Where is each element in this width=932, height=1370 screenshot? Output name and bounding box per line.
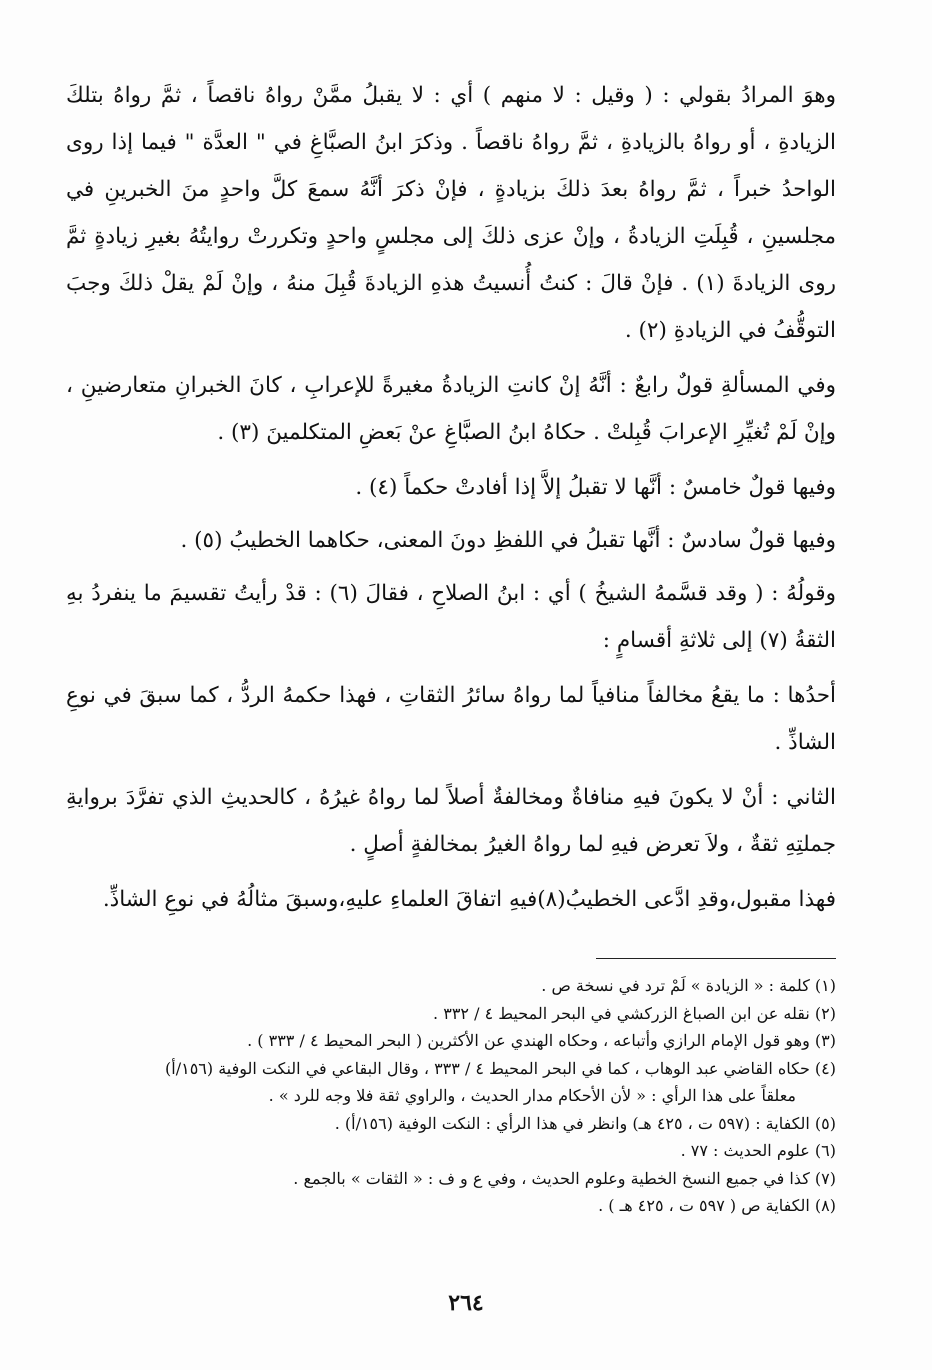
footnote-1: (١) كلمة : « الزيادة » لَمْ ترد في نسخة ص . — [541, 976, 836, 995]
footnote-7: (٧) كذا في جميع النسخ الخطية وعلوم الحديث ، وفي ع و ف : « الثقات » بالجمع . — [293, 1168, 836, 1188]
footnote-divider — [596, 958, 836, 959]
footnote-5: (٥) الكفاية : (٥٩٧ ت ، ٤٢٥ هـ) وانظر في هذا الرأي : النكت الوفية (١٥٦/أ) . — [334, 1113, 836, 1133]
paragraph-2: وفي المسألةِ قولٌ رابعٌ : أنَّهُ إنْ كانتِ الزيادةُ مغيرةً للإعرابِ ، كانَ الخبرانِ متعارضينِ ، وإنْ لَمْ تُغيِّرِ الإعرابَ قُبِلتْ . حكاهُ ابنُ الصبَّاغِ عنْ بَعضِ المتكلمينَ (٣) . — [66, 373, 836, 445]
footnote-4-continuation: معلقاً على هذا الرأي : « لأن الأحكام مدار الحديث ، والراوي ثقة فلا وجه للرد » . — [268, 1086, 796, 1105]
footnote-8: (٨) الكفاية ص ( ٥٩٧ ت ، ٤٢٥ هـ ) . — [598, 1196, 836, 1215]
footnote-6: (٦) علوم الحديث : ٧٧ . — [680, 1141, 836, 1160]
main-text — [66, 72, 836, 931]
footnote-2: (٢) نقله عن ابن الصباغ الزركشي في البحر المحيط ٤ / ٣٣٢ . — [433, 1003, 836, 1023]
page-number: ٢٦٤ — [448, 1290, 484, 1316]
paragraph-1: وهوَ المرادُ بقولي : ( وقيل : لا منهم ) أي : لا يقبلُ ممَّنْ رواهُ ناقصاً ، ثمَّ رواهُ بتلكَ الزيادةِ ، أو رواهُ بالزيادةِ ، ثمَّ رواهُ ناقصاً . وذكرَ ابنُ الصبَّاغِ في " العدَّة " فيما إذا روى الواحدُ خبراً ، ثمَّ رواهُ بعدَ ذلكَ بزيادةٍ ، فإنْ ذكرَ أنَّهُ سمعَ كلَّ واحدٍ منَ الخبرينِ في مجلسينِ ، قُبِلَتِ الزيادةُ ، وإنْ عزى ذلكَ إلى مجلسٍ واحدٍ وتكررتْ روايتُهُ بغيرِ زيادةٍ ثمَّ روى الزيادةَ (١) . فإنْ قالَ : كنتُ أُنسيتُ هذهِ الزيادةَ قُبِلَ منهُ ، وإنْ لَمْ يقلْ ذلكَ وجبَ التوقُّفُ في الزيادةِ (٢) . — [66, 83, 836, 343]
footnotes — [66, 972, 836, 1220]
footnote-4: (٤) حكاه القاضي عبد الوهاب ، كما في البحر المحيط ٤ / ٣٣٣ ، وقال البقاعي في النكت الوفية (١٥٦/أ) — [165, 1058, 836, 1078]
paragraph-8: فهذا مقبول،وقدِ ادَّعى الخطيبُ(٨)فيهِ اتفاقَ العلماءِ عليهِ،وسبقَ مثالُهُ في نوعِ الشاذِّ. — [102, 887, 836, 912]
paragraph-4: وفيها قولٌ سادسٌ : أنَّها تقبلُ في اللفظِ دونَ المعنى، حكاهما الخطيبُ (٥) . — [180, 528, 836, 553]
paragraph-6: أحدُها : ما يقعُ مخالفاً منافياً لما رواهُ سائرُ الثقاتِ ، فهذا حكمهُ الردُّ ، كما سبقَ في نوعِ الشاذِّ . — [66, 683, 836, 755]
paragraph-7: الثاني : أنْ لا يكونَ فيهِ منافاةٌ ومخالفةٌ أصلاً لما رواهُ غيرُهُ ، كالحديثِ الذي تفرَّدَ بروايةِ جملتِهِ ثقةٌ ، ولاَ تعرض فيهِ لما رواهُ الغيرُ بمخالفةٍ أصلٍ . — [66, 785, 836, 857]
paragraph-3: وفيها قولٌ خامسٌ : أنَّها لا تقبلُ إلاَّ إذا أفادتْ حكماً (٤) . — [355, 475, 836, 500]
paragraph-5: وقولُهُ : ( وقد قسَّمهُ الشيخُ ) أي : ابنُ الصلاحِ ، فقالَ (٦) : قدْ رأيتُ تقسيمَ ما ينفردُ بهِ الثقةُ (٧) إلى ثلاثةِ أقسامٍ : — [66, 581, 836, 653]
footnote-3: (٣) وهو قول الإمام الرازي وأتباعه ، وحكاه الهندي عن الأكثرين ( البحر المحيط ٤ / ٣٣٣ ) . — [247, 1031, 836, 1050]
